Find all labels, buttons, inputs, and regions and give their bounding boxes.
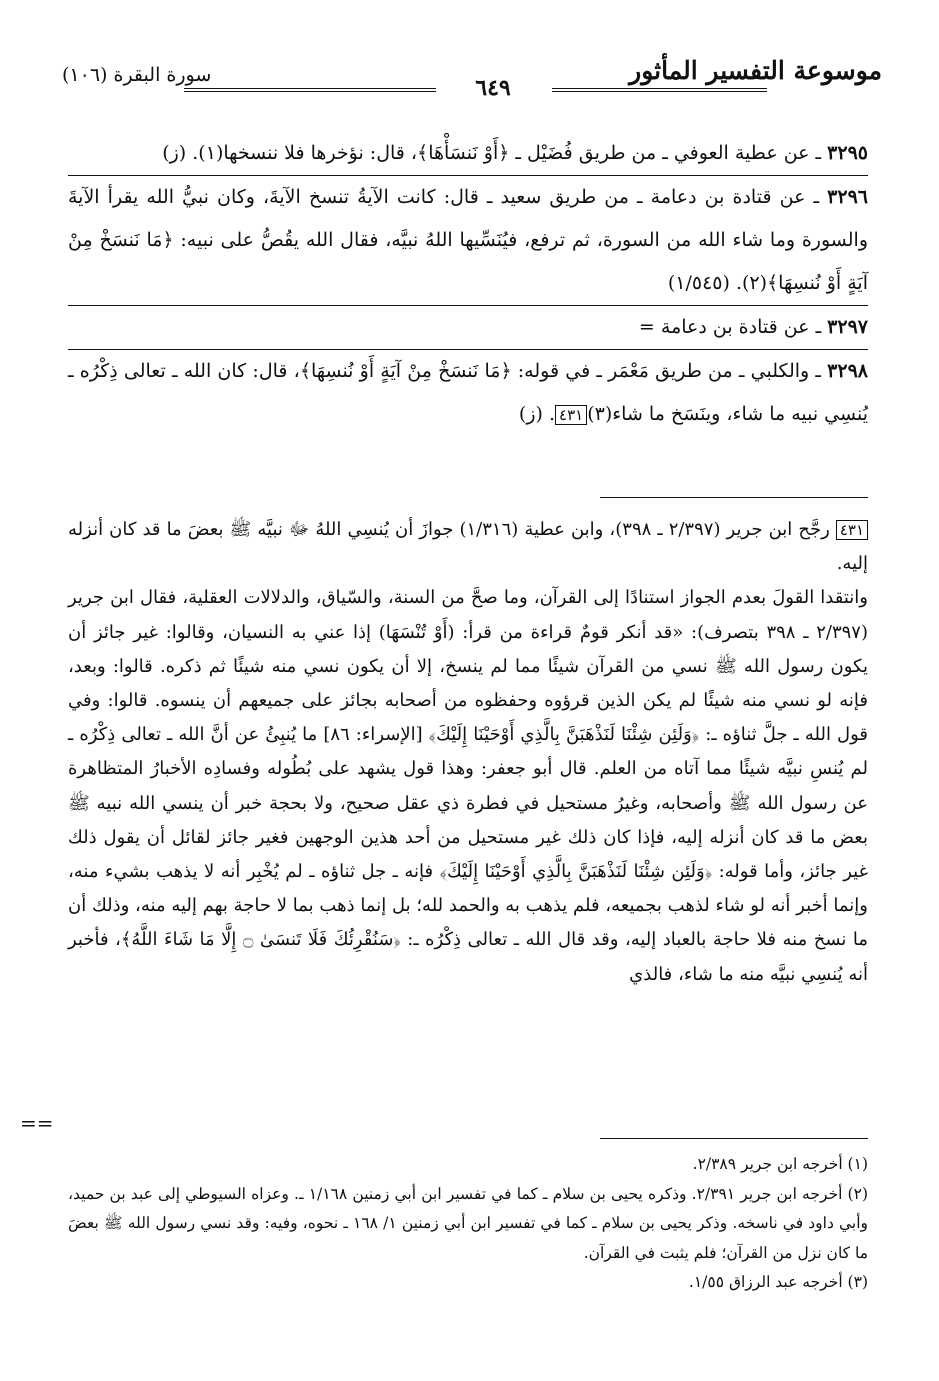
entry-number: ٣٢٩٨ (827, 360, 868, 382)
entry-text: ـ عن عطية العوفي ـ من طريق فُضَيْل ـ ﴿أَوْ نَنسَأْهَا﴾، قال: نؤخرها فلا ننسخها(١). (ز) (162, 142, 828, 164)
book-title: موسوعة التفسير المأثور (629, 56, 882, 85)
main-text (68, 132, 868, 436)
header-rule-right (552, 88, 767, 92)
page-header (62, 56, 882, 100)
entry-text: ـ عن قتادة بن دعامة = (638, 316, 828, 338)
commentary-para-2: وانتقدا القولَ بعدم الجواز استنادًا إلى القرآن، وما صحَّ من السنة، والسّياق، والدلالات العقلية، فقال ابن جرير (٢/٣٩٧ ـ ٣٩٨ بتصرف): «قد أنكر قومٌ قراءة من قرأ: (أَوْ تُنْسَهَا) إذا عني به النسيان، وقالوا: غير جائز أن يكون رسول الله ﷺ نسي من القرآن شيئًا مما لم ينسخ، إلا أن يكون نسي منه شيئًا ثم ذكره. قالوا: وبعد، فإنه لو نسي منه شيئًا لم يكن الذين قرؤوه وحفظوه من أصحابه بجائز على جميعهم أن ينسوه. قالوا: وفي قول الله ـ جلَّ ثناؤه ـ: ﴿وَلَئِن شِئْنَا لَنَذْهَبَنَّ بِالَّذِي أَوْحَيْنَا إِلَيْكَ﴾ [الإسراء: ٨٦] ما يُنبِئُ عن أنَّ الله ـ تعالى ذِكْرُه ـ لم يُنسِ نبيَّه شيئًا مما آتاه من العلم. قال أبو جعفر: وهذا قول يشهد على بُطُوله وفسادِه الأخبارُ المتظاهرة عن رسول الله ﷺ وأصحابه، وغيرُ مستحيل في فطرة ذي عقل صحيح، ولا بحجة خبر أن ينسي الله نبيه ﷺ بعض ما قد كان أنزله إليه، فإذا كان ذلك غير مستحيل من أحد هذين الوجهين فغير جائز لقائل أن يقول ذلك غير جائز، وأما قوله: ﴿وَلَئِن شِئْنَا لَنَذْهَبَنَّ بِالَّذِي أَوْحَيْنَا إِلَيْكَ﴾ فإنه ـ جل ثناؤه ـ لم يُخْبِر أنه لا يذهب بشيء منه، وإنما أخبر أنه لو شاء لذهب بجميعه، فلم يذهب به والحمد لله؛ بل إنما ذهب بما لا حاجة بهم إليه منه، وذلك أن ما نسخ منه فلا حاجة بالعباد إليه، وقد قال الله ـ تعالى ذِكْرُه ـ: ﴿سَنُقْرِئُكَ فَلَا تَنسَىٰ ۝ إِلَّا مَا شَاءَ اللَّهُ﴾، فأخبر أنه يُنسِي نبيَّه منه ما شاء، فالذي (68, 587, 869, 985)
entry-3296 (68, 176, 868, 305)
entry-text: ـ والكلبي ـ من طريق مَعْمَر ـ في قوله: ﴿مَا نَنسَخْ مِنْ آيَةٍ أَوْ نُنسِهَا﴾، قال: كان الله ـ تعالى ذِكْرُه ـ يُنسِي نبيه ما شاء، وينَسَخ ما شاء(٣) (68, 360, 868, 425)
page-number: ٦٤٩ (475, 75, 511, 101)
entry-number: ٣٢٩٧ (827, 316, 868, 338)
entry-3295 (68, 132, 868, 175)
commentary-text: رجَّح ابن جرير (٢/٣٩٧ ـ ٣٩٨)، وابن عطية (١/٣١٦) جوازَ أن يُنسِي اللهُ ﷻ نبيَّه ﷺ بعضَ ما قد كان أنزله إليه. (68, 519, 868, 575)
footnote-rule (600, 1138, 868, 1139)
entry-text-end: . (ز) (518, 403, 556, 425)
commentary-rule (600, 497, 868, 498)
header-rule-left (184, 88, 436, 92)
entry-number: ٣٢٩٦ (827, 186, 868, 208)
footnote-2: (٢) أخرجه ابن جرير ٢/٣٩١. وذكره يحيى بن سلام ـ كما في تفسير ابن أبي زمنين ١/١٦٨ ـ. وعزاه السيوطي إلى عبد بن حميد، وأبي داود في ناسخه. وذكر يحيى بن سلام ـ كما في تفسير ابن أبي زمنين ١/ ١٦٨ ـ نحوه، وفيه: وقد نسي رسول الله ﷺ بعضَ ما كان نزل من القرآن؛ فلم يثبت في القرآن. (68, 1184, 869, 1262)
commentary (68, 513, 868, 992)
footnotes (68, 1150, 868, 1298)
commentary-number-box: ٤٣١ (836, 520, 868, 540)
commentary-ref-box: ٤٣١ (555, 405, 587, 425)
continuation-mark: == (20, 1111, 54, 1135)
entry-3298 (68, 350, 868, 436)
surah-reference: سورة البقرة (١٠٦) (62, 64, 212, 86)
footnote-3: (٣) أخرجه عبد الرزاق ١/٥٥. (688, 1273, 868, 1291)
entry-number: ٣٢٩٥ (827, 142, 868, 164)
entry-3297 (68, 306, 868, 349)
entry-text: ـ عن قتادة بن دعامة ـ من طريق سعيد ـ قال: كانت الآيةُ تنسخ الآيةَ، وكان نبيُّ الله يقرأ الآيةَ والسورة وما شاء الله من السورة، ثم ترفع، فيُنَسِّيها اللهُ نبيَّه، فقال الله يقُصُّ على نبيه: ﴿مَا نَنسَخْ مِنْ آيَةٍ أَوْ نُنسِهَا﴾(٢). (١/٥٤٥) (68, 186, 868, 294)
commentary-para-1 (68, 513, 868, 581)
footnote-1: (١) أخرجه ابن جرير ٢/٣٨٩. (692, 1155, 868, 1173)
